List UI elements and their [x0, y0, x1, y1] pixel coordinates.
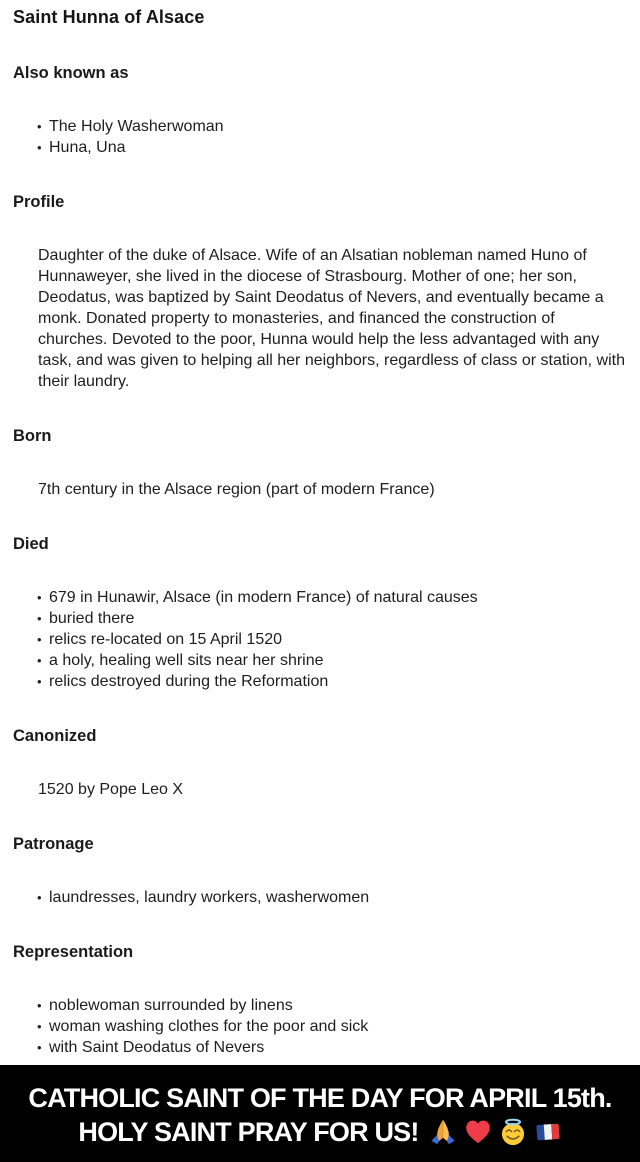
page-title: Saint Hunna of Alsace [13, 7, 205, 27]
list-item-text: laundresses, laundry workers, washerwomen [49, 889, 370, 906]
section-heading-representation: Representation [13, 943, 134, 961]
section-died [13, 534, 626, 692]
list-item [37, 608, 626, 629]
bullet-icon: • [37, 674, 42, 689]
section-heading-patronage: Patronage [13, 835, 94, 853]
section-profile [13, 192, 626, 392]
red-heart-emoji [464, 1118, 492, 1146]
bullet-icon: • [37, 140, 42, 155]
section-heading-profile: Profile [13, 193, 65, 211]
section-born [13, 426, 626, 500]
section-heading-born: Born [13, 427, 52, 445]
list-item [37, 1016, 626, 1037]
list-item-text: The Holy Washerwoman [49, 118, 224, 135]
section-also-known-as [13, 63, 626, 158]
section-representation [13, 942, 626, 1058]
profile-paragraph: Daughter of the duke of Alsace. Wife of an Alsatian nobleman named Huno of Hunnaweyer, she lived in the diocese of Strasbourg. Mother of one; her son, Deodatus, was baptized by Saint Deodatus of Nevers, and eventually became a monk. Donated property to monasteries, and financed the construction of churches. Devoted to the poor, Hunna would help the less advantaged with any task, and was given to helping all her neighbors, regardless of class or station, with their laundry. [38, 247, 625, 390]
died-list [13, 587, 626, 692]
bullet-icon: • [37, 1040, 42, 1055]
folded-hands-emoji [429, 1118, 457, 1146]
list-item [37, 587, 626, 608]
banner-line-2 [78, 1115, 561, 1149]
bullet-icon: • [37, 632, 42, 647]
bullet-icon: • [37, 611, 42, 626]
france-flag-emoji [534, 1118, 562, 1146]
list-item-text: 679 in Hunawir, Alsace (in modern France) of natural causes [49, 589, 478, 606]
bullet-icon: • [37, 119, 42, 134]
banner-line-2-text: HOLY SAINT PRAY FOR US! [78, 1116, 419, 1147]
born-paragraph: 7th century in the Alsace region (part of modern France) [38, 481, 435, 498]
section-heading-died: Died [13, 535, 49, 553]
alias-list [13, 116, 626, 158]
smiling-face-with-halo-emoji [499, 1118, 527, 1146]
list-item-text: relics destroyed during the Reformation [49, 673, 329, 690]
list-item-text: relics re-located on 15 April 1520 [49, 631, 283, 648]
list-item-text: Huna, Una [49, 139, 126, 156]
bullet-icon: • [37, 653, 42, 668]
list-item-text: a holy, healing well sits near her shrine [49, 652, 324, 669]
list-item-text: with Saint Deodatus of Nevers [49, 1039, 265, 1056]
section-patronage [13, 834, 626, 908]
canonized-paragraph: 1520 by Pope Leo X [38, 781, 184, 798]
patronage-list [13, 887, 626, 908]
section-heading-canonized: Canonized [13, 727, 97, 745]
banner-line-1: CATHOLIC SAINT OF THE DAY FOR APRIL 15th. [28, 1082, 612, 1113]
list-item [37, 887, 626, 908]
list-item [37, 995, 626, 1016]
list-item-text: buried there [49, 610, 135, 627]
section-heading-also-known-as: Also known as [13, 64, 129, 82]
bullet-icon: • [37, 590, 42, 605]
list-item [37, 137, 626, 158]
representation-list [13, 995, 626, 1058]
list-item [37, 1037, 626, 1058]
bullet-icon: • [37, 998, 42, 1013]
bullet-icon: • [37, 890, 42, 905]
list-item [37, 671, 626, 692]
section-canonized [13, 726, 626, 800]
list-item-text: woman washing clothes for the poor and sick [49, 1018, 369, 1035]
list-item [37, 650, 626, 671]
caption-banner [0, 1065, 640, 1162]
list-item-text: noblewoman surrounded by linens [49, 997, 293, 1014]
list-item [37, 116, 626, 137]
list-item [37, 629, 626, 650]
bullet-icon: • [37, 1019, 42, 1034]
